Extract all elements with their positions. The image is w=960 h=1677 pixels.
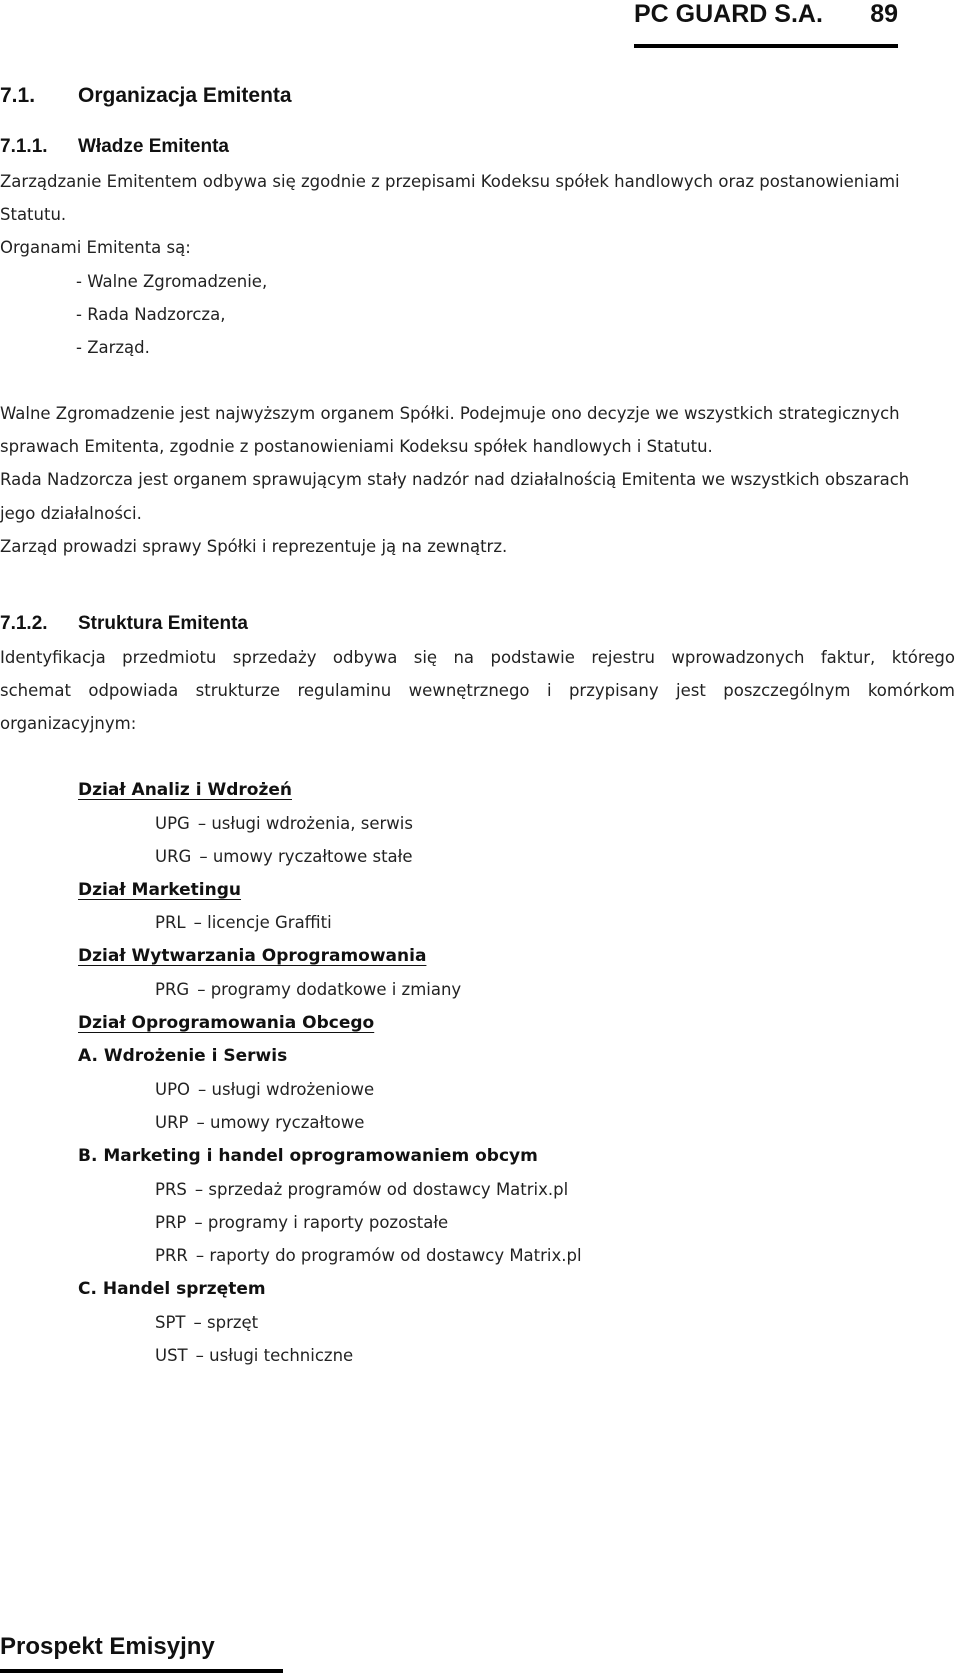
paragraph-supervisory-board-line-1: Rada Nadzorcza jest organem sprawującym stały nadzór nad działalnością Emitenta we wszystkich obszarach xyxy=(0,470,910,489)
intro-text-line-1: Zarządzanie Emitentem odbywa się zgodnie z przepisami Kodeksu spółek handlowych oraz postanowieniami xyxy=(0,172,900,191)
register-code: PRR xyxy=(155,1246,188,1265)
register-item xyxy=(155,980,461,999)
register-description: – sprzęt xyxy=(193,1313,259,1332)
footer-title: Prospekt Emisyjny xyxy=(0,1633,215,1660)
register-code: PRP xyxy=(155,1213,187,1232)
company-name: PC GUARD S.A. xyxy=(634,0,823,28)
register-item xyxy=(155,1313,258,1332)
subsection-2-title: Struktura Emitenta xyxy=(78,613,248,634)
section-title: Organizacja Emitenta xyxy=(78,84,292,107)
section-number: 7.1. xyxy=(0,84,36,107)
paragraph-general-meeting-line-2: sprawach Emitenta, zgodnie z postanowieniami Kodeksu spółek handlowych i Statutu. xyxy=(0,437,713,456)
department-heading: Dział Marketingu xyxy=(78,880,242,900)
paragraph-management-board: Zarząd prowadzi sprawy Spółki i reprezentuje ją na zewnątrz. xyxy=(0,537,508,556)
organ-list-item: - Walne Zgromadzenie, xyxy=(76,272,268,291)
department-heading: Dział Wytwarzania Oprogramowania xyxy=(78,946,427,966)
register-item xyxy=(155,1346,353,1365)
register-item xyxy=(155,1213,448,1232)
page-number: 89 xyxy=(870,0,898,28)
register-item xyxy=(155,1080,374,1099)
subsection-2-number: 7.1.2. xyxy=(0,613,48,634)
structure-text-line-3: organizacyjnym: xyxy=(0,714,137,733)
register-code: PRL xyxy=(155,913,186,932)
register-description: – programy dodatkowe i zmiany xyxy=(197,980,462,999)
register-code: URG xyxy=(155,847,192,866)
paragraph-supervisory-board-line-2: jego działalności. xyxy=(0,504,142,523)
register-item xyxy=(155,1113,364,1132)
page-header xyxy=(634,0,898,48)
register-item xyxy=(155,814,413,833)
register-item xyxy=(155,847,413,866)
subunit-heading: C. Handel sprzętem xyxy=(78,1279,266,1299)
register-item xyxy=(155,1246,582,1265)
register-item xyxy=(155,913,332,932)
subunit-heading: A. Wdrożenie i Serwis xyxy=(78,1046,288,1066)
structure-text-line-1: Identyfikacja przedmiotu sprzedaży odbywa się na podstawie rejestru wprowadzonych faktur, którego xyxy=(0,648,955,667)
page-footer xyxy=(0,1633,283,1673)
structure-text-line-2: schemat odpowiada strukturze regulaminu wewnętrznego i przypisany jest poszczególnym komórkom xyxy=(0,681,955,700)
organ-list-item: - Rada Nadzorcza, xyxy=(76,305,226,324)
register-code: SPT xyxy=(155,1313,186,1332)
register-code: PRG xyxy=(155,980,190,999)
register-description: – usługi wdrożenia, serwis xyxy=(197,814,413,833)
register-code: PRS xyxy=(155,1180,187,1199)
register-description: – licencje Graffiti xyxy=(193,913,332,932)
register-description: – umowy ryczałtowe xyxy=(196,1113,365,1132)
subsection-1-title: Władze Emitenta xyxy=(78,136,229,157)
intro-text-line-2: Statutu. xyxy=(0,205,67,224)
register-description: – sprzedaż programów od dostawcy Matrix.pl xyxy=(194,1180,569,1199)
subsection-1-number: 7.1.1. xyxy=(0,136,48,157)
register-code: URP xyxy=(155,1113,189,1132)
organs-intro: Organami Emitenta są: xyxy=(0,238,191,257)
register-code: UST xyxy=(155,1346,188,1365)
subunit-heading: B. Marketing i handel oprogramowaniem obcym xyxy=(78,1146,538,1166)
register-description: – usługi techniczne xyxy=(195,1346,354,1365)
register-item xyxy=(155,1180,568,1199)
organ-list-item: - Zarząd. xyxy=(76,338,150,357)
register-description: – umowy ryczałtowe stałe xyxy=(199,847,413,866)
department-heading: Dział Oprogramowania Obcego xyxy=(78,1013,375,1033)
register-description: – programy i raporty pozostałe xyxy=(194,1213,449,1232)
register-description: – usługi wdrożeniowe xyxy=(198,1080,375,1099)
register-description: – raporty do programów od dostawcy Matrix.pl xyxy=(195,1246,582,1265)
paragraph-general-meeting-line-1: Walne Zgromadzenie jest najwyższym organem Spółki. Podejmuje ono decyzje we wszystkich strategicznych xyxy=(0,404,900,423)
department-heading: Dział Analiz i Wdrożeń xyxy=(78,780,292,800)
register-code: UPO xyxy=(155,1080,191,1099)
register-code: UPG xyxy=(155,814,190,833)
